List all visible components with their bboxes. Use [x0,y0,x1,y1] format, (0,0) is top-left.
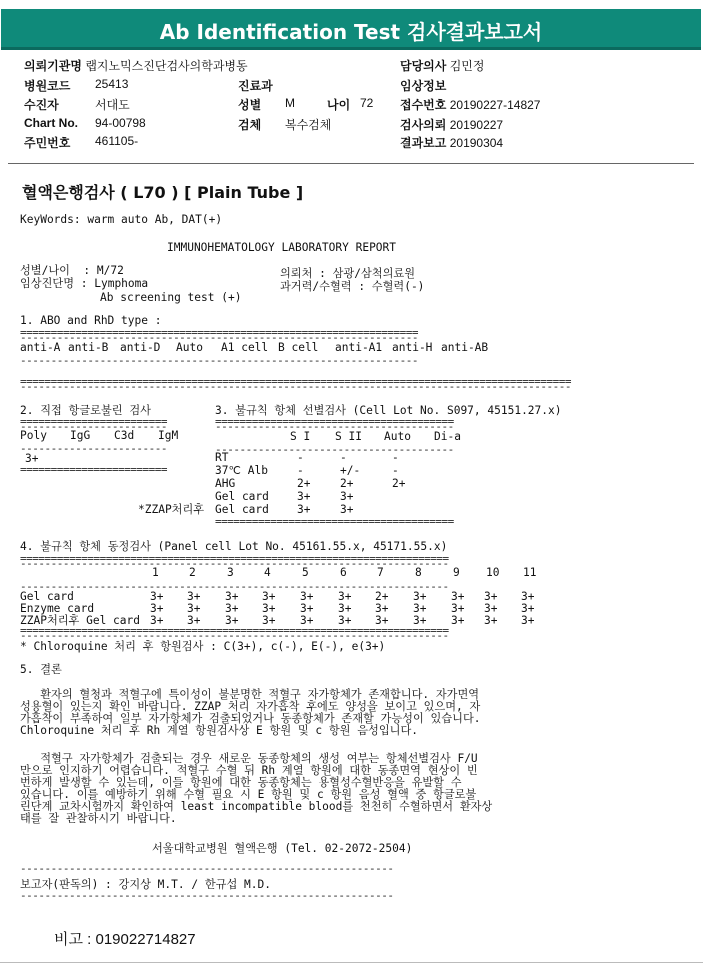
panel-col-4: 4 [264,566,271,579]
report-title: Ab Identification Test 검사결과보고서 [159,20,543,44]
panel-value-1-7: 2+ [375,590,389,603]
abo-header-6: B cell [278,341,319,354]
request-date: 검사의뢰 20190227 [400,118,504,132]
age-value: 72 [360,96,374,110]
screen-col-4: Di-a [434,430,461,443]
hospital-code-value: 25413 [95,77,129,91]
screen-value-5-2: 3+ [340,503,354,516]
footer-sep2 [20,893,478,899]
panel-value-1-2: 3+ [187,590,201,603]
abo-header-7: anti-A1 [335,341,383,354]
doctor: 담당의사 김민정 [400,59,485,73]
panel-col-8: 8 [415,566,422,579]
panel-value-1-1: 3+ [150,590,164,603]
panel-value-3-7: 3+ [375,614,389,627]
panel-col-9: 9 [453,566,460,579]
panel-col-11: 11 [523,566,537,579]
screen-value-1-2: - [340,451,347,464]
screen-value-1-1: - [297,451,304,464]
footer-sep [20,866,478,872]
requester: 의뢰처 : 삼광/삼척의료원 [280,267,416,280]
panel-value-1-8: 3+ [413,590,427,603]
footer-org: 서울대학교병원 혈액은행 (Tel. 02-2072-2504) [152,842,413,855]
chloroquine-note: * Chloroquine 처리 후 항원검사 : C(3+), c(-), E(-), e(3+) [20,640,386,653]
screen-row-label-5: Gel card [215,503,269,516]
age-label: 나이 [327,98,351,112]
lab-report-title: IMMUNOHEMATOLOGY LABORATORY REPORT [167,241,397,254]
panel-col-2: 2 [189,566,196,579]
panel-row-label-2: Enzyme card [20,602,95,615]
screen-value-2-2: +/- [340,464,361,477]
panel-value-2-6: 3+ [338,602,352,615]
section3-sep4 [215,519,505,525]
panel-value-2-5: 3+ [300,602,314,615]
conclusion-line: 만으로 인지하기 어렵습니다. 적혈구 수혈 뒤 Rh 계열 항원에 대한 동종면역 현상이 빈 [20,764,478,777]
panel-value-3-2: 3+ [187,614,201,627]
patient-sex-age: 성별/나이 : M/72 [20,264,124,277]
clinical-label: 임상정보 [400,79,447,93]
panel-value-2-3: 3+ [225,602,239,615]
screen-value-2-3: - [392,464,399,477]
section2-sep3 [20,446,196,452]
conclusion-line: 태를 잘 관찰하시기 바랍니다. [20,812,177,825]
sex-value: M [285,96,295,110]
abo-header-2: anti-B [68,341,109,354]
reporter: 보고자(판독의) : 강지상 M.T. / 한규섭 M.D. [20,878,271,891]
panel-value-1-4: 3+ [262,590,276,603]
remark: 비고 : 019022714827 [54,931,196,948]
abo-header-9: anti-AB [441,341,489,354]
dat-value-1: 3+ [25,452,39,465]
panel-row-label-3: ZZAP처리후 Gel card [20,614,140,627]
section1-title: 1. ABO and RhD type : [20,314,162,327]
screen-value-1-3: - [392,451,399,464]
conclusion-line: Chloroquine 처리 후 Rh 계열 항원검사상 E 항원 및 c 항원 음성입니다. [20,724,419,737]
panel-col-7: 7 [377,566,384,579]
bottom-divider [0,962,703,963]
section3-sep3 [215,447,505,453]
dat-header-4: IgM [158,429,179,442]
chart-no: Chart No. [24,116,78,130]
panel-col-5: 5 [302,566,309,579]
abo-header-1: anti-A [20,341,61,354]
section4-title: 4. 불규칙 항체 동정검사 (Panel cell Lot No. 45161.55.x, 45171.55.x) [20,540,448,553]
transfusion-history: 과거력/수혈력 : 수혈력(-) [280,280,425,293]
collector-value: 서대도 [95,98,130,112]
panel-value-2-2: 3+ [187,602,201,615]
dat-header-3: C3d [114,429,135,442]
screen-row-label-3: AHG [215,477,236,490]
panel-col-1: 1 [152,566,159,579]
header-divider [8,163,694,164]
conclusion-line: 있습니다. 이를 예방하기 위해 수혈 필요 시 E 항원 및 c 항원 음성 혈액 중 항글로불 [20,788,477,801]
panel-value-2-1: 3+ [150,602,164,615]
chart-no-value: 94-00798 [95,116,146,130]
conclusion-line: 린단계 교차시험까지 확인하여 least incompatible blood를 천천히 수혈하면서 환자상 [20,800,493,813]
panel-value-1-11: 3+ [521,590,535,603]
panel-value-3-1: 3+ [150,614,164,627]
screen-value-3-2: 2+ [340,477,354,490]
screen-row-label-1: RT [215,451,229,464]
panel-col-3: 3 [227,566,234,579]
panel-value-2-8: 3+ [413,602,427,615]
abo-header-5: A1 cell [221,341,269,354]
keywords: KeyWords: warm auto Ab, DAT(+) [20,213,223,226]
panel-value-3-8: 3+ [413,614,427,627]
panel-value-2-9: 3+ [451,602,465,615]
screen-row-label-4: Gel card [215,490,269,503]
institution: 의뢰기관명 랩지노믹스진단검사의학과병동 [24,59,248,73]
abo-header-8: anti-H [392,341,433,354]
panel-value-3-11: 3+ [521,614,535,627]
panel-value-2-4: 3+ [262,602,276,615]
abo-header-3: anti-D [120,341,161,354]
conclusion-line: 적혈구 자가항체가 검출되는 경우 새로운 동종항체의 생성 여부는 항체선별검사 F/U [20,752,478,765]
receipt: 접수번호 20190227-14827 [400,98,541,112]
screen-value-2-1: - [297,464,304,477]
panel-value-2-7: 3+ [375,602,389,615]
id-number: 주민번호 [24,136,71,150]
panel-value-1-9: 3+ [451,590,465,603]
screen-col-2: S II [335,430,362,443]
panel-value-1-5: 3+ [300,590,314,603]
panel-value-3-4: 3+ [262,614,276,627]
panel-value-3-10: 3+ [484,614,498,627]
patient-diagnosis2: Ab screening test (+) [100,291,242,304]
section1-sep-end2 [20,384,688,390]
report-title-bar [1,9,701,50]
panel-value-2-10: 3+ [484,602,498,615]
report-date: 결과보고 20190304 [400,136,504,150]
conclusion-line: 환자의 혈청과 적혈구에 특이성이 불분명한 적혈구 자가항체가 존재합니다. 자가면역 [20,688,480,701]
section2-title: 2. 직접 항글로불린 검사 [20,404,151,417]
screen-value-3-1: 2+ [297,477,311,490]
panel-row-label-1: Gel card [20,590,74,603]
section-title: 혈액은행검사 ( L70 ) [ Plain Tube ] [22,183,304,202]
screen-value-4-1: 3+ [297,490,311,503]
screen-value-5-1: 3+ [297,503,311,516]
dept-label: 진료과 [238,79,273,93]
section5-title: 5. 결론 [20,663,62,676]
section4-sep5 [20,633,542,639]
panel-value-3-9: 3+ [451,614,465,627]
panel-col-6: 6 [340,566,347,579]
specimen-label: 검체 [238,118,262,132]
screen-col-3: Auto [384,430,411,443]
conclusion-line: 성용혈이 있는지 확인 바랍니다. ZZAP 처리 자가흡착 후에도 양성을 보이고 있으며, 자 [20,700,481,713]
patient-diagnosis: 임상진단명 : Lymphoma [20,277,149,290]
screen-col-1: S I [290,430,311,443]
sex-label: 성별 [238,98,262,112]
dat-header-1: Poly [20,429,47,442]
panel-value-1-10: 3+ [484,590,498,603]
screen-row-prefix-5: *ZZAP처리후 [138,503,205,516]
screen-value-4-2: 3+ [340,490,354,503]
panel-value-3-6: 3+ [338,614,352,627]
section4-sep2 [20,561,542,567]
collector: 수진자 [24,98,59,112]
conclusion-line: 번하게 발생할 수 있는데, 이들 항원에 대한 동종항체는 용혈성수혈반응을 유발할 수 [20,776,462,789]
panel-value-1-6: 3+ [338,590,352,603]
specimen-value: 복수검체 [285,118,332,132]
section1-sep-bottom [20,358,504,364]
conclusion-line: 가흡착이 부족하여 일부 자가항체가 검출되었거나 동종항체가 존재할 가능성이 있습니다. [20,712,481,725]
dat-header-2: IgG [70,429,91,442]
screen-value-3-3: 2+ [392,477,406,490]
panel-value-3-5: 3+ [300,614,314,627]
hospital-code: 병원코드 [24,79,71,93]
panel-value-3-3: 3+ [225,614,239,627]
screen-row-label-2: 37℃ Alb [215,464,268,477]
section3-title: 3. 불규칙 항체 선별검사 (Cell Lot No. S097, 45151.27.x) [215,404,562,417]
panel-value-2-11: 3+ [521,602,535,615]
panel-value-1-3: 3+ [225,590,239,603]
panel-col-10: 10 [486,566,500,579]
abo-header-4: Auto [176,341,203,354]
id-number-value: 461105- [95,134,139,148]
section2-sep4 [20,467,196,473]
